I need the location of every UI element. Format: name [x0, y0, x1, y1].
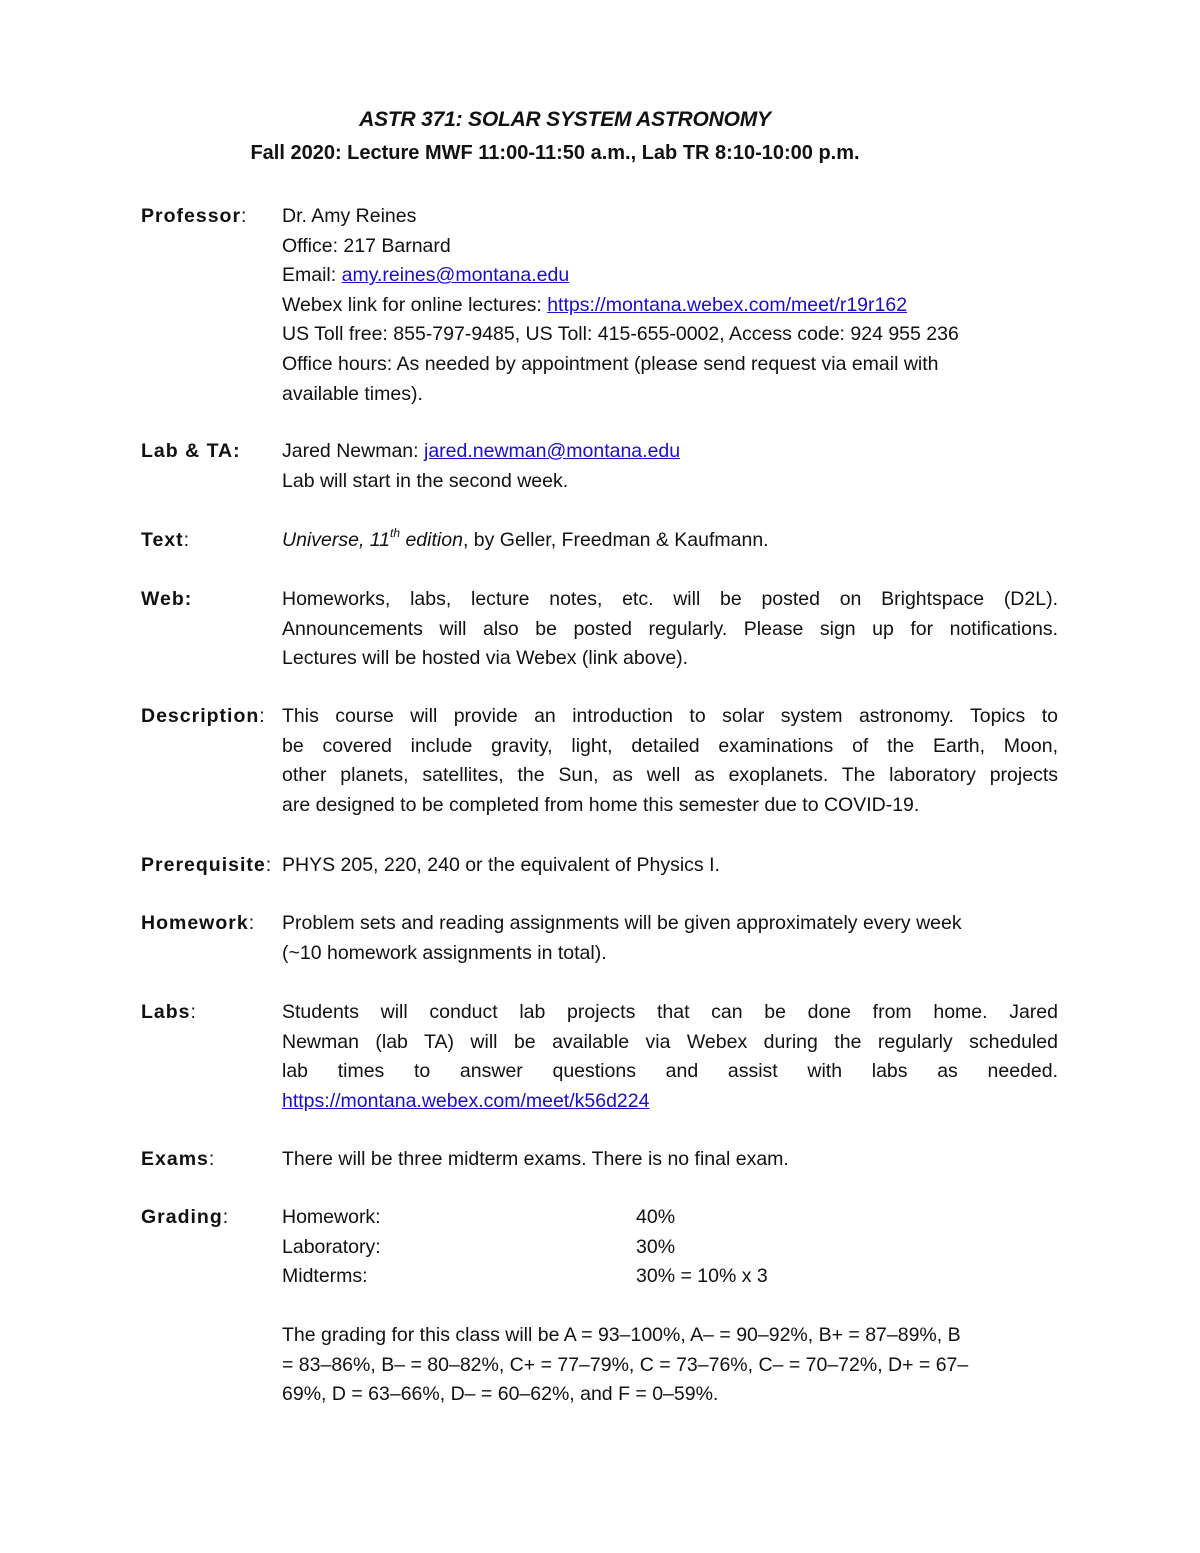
exams-text: There will be three midterm exams. There is no final exam. [282, 1148, 789, 1170]
labs-line: Newman (lab TA) will be available via Webex during the regularly scheduled [282, 1030, 1058, 1053]
web-line: Announcements will also be posted regularly. Please sign up for notifications. [282, 617, 1058, 640]
phone-line: US Toll free: 855-797-9485, US Toll: 415-655-0002, Access code: 924 955 236 [282, 323, 959, 346]
prerequisite-text: PHYS 205, 220, 240 or the equivalent of Physics I. [282, 854, 720, 876]
section-content [282, 202, 1058, 409]
grading-item-name: Laboratory: [282, 1236, 381, 1258]
labs-link-line [282, 1087, 1058, 1117]
section-label: Text: [141, 529, 191, 551]
ta-line: Jared Newman: jared.newman@montana.edu [282, 440, 681, 462]
section-label: Labs: [141, 1001, 197, 1023]
webex-line: Webex link for online lectures: https://montana.webex.com/meet/r19r162 [282, 293, 908, 316]
ta-email-link[interactable]: jared.newman@montana.edu [423, 440, 681, 462]
section-content [282, 702, 1058, 820]
grading-item-name: Midterms: [282, 1265, 368, 1287]
homework-line: (~10 homework assignments in total). [282, 941, 607, 964]
section-content [282, 526, 1058, 556]
professor-name: Dr. Amy Reines [282, 205, 417, 227]
office-hours-line: Office hours: As needed by appointment (please send request via email with [282, 352, 939, 375]
grading-item-value: 40% [636, 1206, 676, 1228]
grading-scale-content [282, 1321, 1058, 1410]
section-label: Homework: [141, 912, 256, 934]
homework-line: Problem sets and reading assignments will be given approximately every week [282, 912, 962, 934]
grading-scale-line: 69%, D = 63–66%, D– = 60–62%, and F = 0–59%. [282, 1383, 719, 1406]
description-line: be covered include gravity, light, detailed examinations of the Earth, Moon, [282, 734, 1058, 757]
section-content [282, 851, 1058, 881]
description-line: other planets, satellites, the Sun, as well as exoplanets. The laboratory projects [282, 764, 1058, 787]
grading-item-value: 30% = 10% x 3 [636, 1265, 768, 1287]
professor-email-line: Email: amy.reines@montana.edu [282, 264, 570, 287]
course-title: ASTR 371: SOLAR SYSTEM ASTRONOMY [359, 108, 771, 131]
section-label: Exams: [141, 1148, 216, 1170]
professor-office: Office: 217 Barnard [282, 234, 451, 257]
section-content [282, 909, 1058, 968]
description-line: are designed to be completed from home this semester due to COVID-19. [282, 793, 920, 816]
webex-lecture-link[interactable]: https://montana.webex.com/meet/r19r162 [547, 293, 908, 316]
section-content [282, 585, 1058, 674]
web-line: Lectures will be hosted via Webex (link above). [282, 647, 689, 670]
section-label: Web: [141, 588, 193, 610]
grading-item-name: Homework: [282, 1206, 381, 1228]
course-schedule: Fall 2020: Lecture MWF 11:00-11:50 a.m., Lab TR 8:10-10:00 p.m. [250, 142, 860, 164]
labs-line: lab times to answer questions and assist with labs as needed. [282, 1060, 1058, 1083]
grading-item-value: 30% [636, 1236, 676, 1258]
professor-email-link[interactable]: amy.reines@montana.edu [341, 264, 570, 287]
webex-lab-link[interactable]: https://montana.webex.com/meet/k56d224 [282, 1089, 650, 1112]
lab-start-note: Lab will start in the second week. [282, 469, 569, 492]
section-content [282, 998, 1058, 1116]
textbook-line: Universe, 11th edition, by Geller, Freedman & Kaufmann. [282, 525, 769, 551]
section-label: Professor: [141, 205, 248, 227]
web-line: Homeworks, labs, lecture notes, etc. will be posted on Brightspace (D2L). [282, 588, 1058, 610]
description-line: This course will provide an introduction to solar system astronomy. Topics to [282, 705, 1058, 727]
grading-scale-line: = 83–86%, B– = 80–82%, C+ = 77–79%, C = 73–76%, C– = 70–72%, D+ = 67– [282, 1353, 969, 1376]
section-label: Grading: [141, 1206, 230, 1228]
labs-line: Students will conduct lab projects that can be done from home. Jared [282, 1001, 1058, 1023]
section-label: Prerequisite: [141, 854, 273, 876]
section-content [282, 1145, 1058, 1175]
section-content [282, 437, 1058, 496]
section-label: Description: [141, 705, 266, 727]
section-label: Lab & TA: [141, 440, 241, 462]
grading-scale-line: The grading for this class will be A = 93–100%, A– = 90–92%, B+ = 87–89%, B [282, 1324, 961, 1346]
office-hours-line-2: available times). [282, 382, 423, 405]
